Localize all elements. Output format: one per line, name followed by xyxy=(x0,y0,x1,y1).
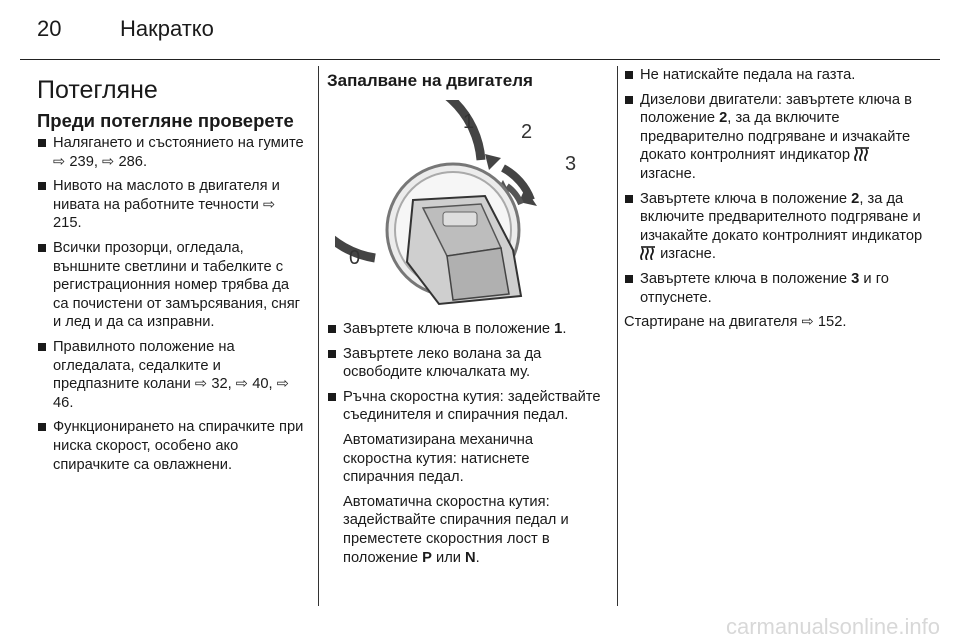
cross-reference[interactable]: Стартиране на двигателя ⇨ 152. xyxy=(624,314,847,331)
page-heading: Потегляне xyxy=(37,76,158,104)
column-1 xyxy=(37,66,307,480)
position-label-1: 1 xyxy=(463,111,475,133)
list-item: Завъртете ключа в положение 1. xyxy=(327,320,605,339)
list-item: Завъртете ключа в положение 2, за да включите предварителното подгряване и изчакайте докато контролният индикатор изгасне. xyxy=(624,190,924,264)
section-title: Накратко xyxy=(120,16,214,41)
list-item: Правилното положение на огледалата, седалките и предпазните колани ⇨ 32, ⇨ 40, ⇨ 46. xyxy=(37,338,307,412)
sub-paragraph: Автоматизирана механична скоростна кутия: натиснете спирачния педал. xyxy=(343,431,534,486)
header-rule xyxy=(20,59,940,60)
checklist xyxy=(37,134,307,474)
column-divider xyxy=(318,66,319,606)
watermark: carmanualsonline.info xyxy=(725,614,940,639)
sub-paragraph: Автоматична скоростна кутия: задействайте спирачния педал и преместете скоростния лост в положение P или N. xyxy=(343,493,569,566)
position-label-2: 2 xyxy=(521,121,533,143)
list-item: Функционирането на спирачките при ниска скорост, особено ако спирачките са овлажнени. xyxy=(37,418,307,474)
ignition-diagram xyxy=(335,100,593,310)
page-header xyxy=(0,0,960,60)
engine-start-steps-cont xyxy=(624,66,924,307)
list-item: Дизелови двигатели: завъртете ключа в положение 2, за да включите предварително подгряване и изчакайте докато контролният индикатор изгасне. xyxy=(624,91,924,184)
ignition-key-figure xyxy=(335,100,593,310)
position-label-0: 0 xyxy=(349,247,361,269)
checklist-heading: Преди потегляне проверете xyxy=(37,110,294,131)
glow-plug-icon xyxy=(640,245,656,260)
engine-start-heading: Запалване на двигателя xyxy=(327,71,533,90)
list-item: Завъртете ключа в положение 3 и го отпуснете. xyxy=(624,270,924,307)
glow-plug-icon xyxy=(854,146,870,161)
position-label-3: 3 xyxy=(565,153,577,175)
list-item: Всички прозорци, огледала, външните светлини и табелките с регистрационния номер трябва да са почистени от замърсявания, сняг и лед и да са изправни. xyxy=(37,239,307,332)
list-item: Ръчна скоростна кутия: задействайте съединителя и спирачния педал. Автоматизирана механична скоростна кутия: натиснете спирачния педал. Автоматична скоростна кутия: задействайте спирачния педал и преместете скоростния лост в положение P или N. xyxy=(327,388,605,567)
list-item: Налягането и състоянието на гумите ⇨ 239, ⇨ 286. xyxy=(37,134,307,171)
list-item: Не натискайте педала на газта. xyxy=(624,66,924,85)
column-3 xyxy=(624,66,924,332)
column-2 xyxy=(327,66,605,573)
list-item: Завъртете леко волана за да освободите ключалката му. xyxy=(327,345,605,382)
column-divider xyxy=(617,66,618,606)
engine-start-steps xyxy=(327,320,605,567)
page-number: 20 xyxy=(37,16,62,41)
list-item: Нивото на маслото в двигателя и нивата на работните течности ⇨ 215. xyxy=(37,177,307,233)
